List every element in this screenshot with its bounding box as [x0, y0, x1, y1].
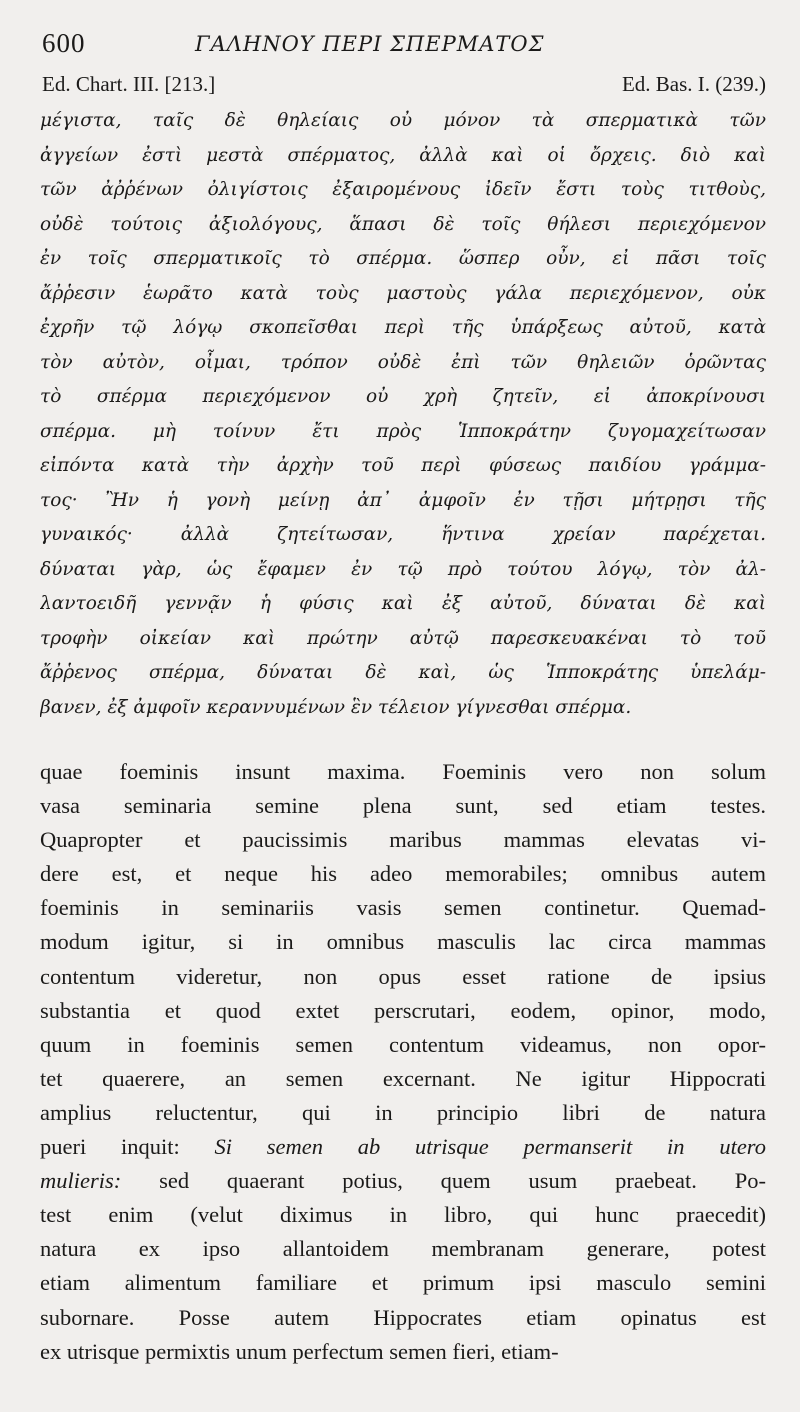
latin-line: tet quaerere, an semen excernant. Ne igitur Hippocrati — [40, 1065, 766, 1091]
edition-chartier-reference: Ed. Chart. III. [213.] — [42, 72, 216, 96]
hippocrates-quotation: mulieris: — [40, 1168, 122, 1194]
latin-line: dere est, et neque his adeo memorabiles; omnibus autem — [40, 861, 766, 887]
running-title: ΓΑΛΗΝΟΥ ΠΕΡΙ ΣΠΕΡΜΑΤΟΣ — [195, 32, 545, 56]
latin-line: modum igitur, si in omnibus masculis lac circa mammas — [40, 929, 766, 955]
greek-line: ἐν τοῖς σπερματικοῖς τὸ σπέρμα. ὥσπερ οὖν, εἰ πᾶσι τοῖς — [40, 248, 766, 269]
greek-line: τὸν αὐτὸν, οἶμαι, τρόπον οὐδὲ ἐπὶ τῶν θηλειῶν ὁρῶντας — [40, 351, 766, 373]
greek-line: λαντοειδῆ γεννᾷν ἡ φύσις καὶ ἐξ αὐτοῦ, δύναται δὲ καὶ — [40, 593, 766, 614]
edition-basel-reference: Ed. Bas. I. (239.) — [621, 72, 766, 96]
latin-line: test enim (velut diximus in libro, qui hunc praecedit) — [40, 1202, 766, 1228]
greek-line: τὸ σπέρμα περιεχόμενον οὐ χρὴ ζητεῖν, εἰ ἀποκρίνουσι — [40, 386, 766, 407]
greek-line: γυναικός· ἀλλὰ ζητείτωσαν, ἥντινα χρείαν παρέχεται. — [40, 524, 766, 545]
latin-line: etiam alimentum familiare et primum ipsi masculo semini — [40, 1270, 766, 1296]
latin-line-with-quotation — [40, 1164, 766, 1198]
greek-line: ἐχρῆν τῷ λόγῳ σκοπεῖσθαι περὶ τῆς ὑπάρξεως αὐτοῦ, κατὰ — [40, 317, 766, 338]
greek-line: μέγιστα, ταῖς δὲ θηλείαις οὐ μόνον τὰ σπερματικὰ τῶν — [40, 110, 766, 131]
latin-translation-block — [40, 755, 766, 1369]
greek-line: βανεν, ἐξ ἀμφοῖν κεραννυμένων ἓν τέλειον γίγνεσθαι σπέρμα. — [40, 696, 632, 718]
latin-line: subornare. Posse autem Hippocrates etiam opinatus est — [40, 1304, 766, 1330]
greek-text-block — [40, 104, 766, 725]
latin-line-with-quotation — [40, 1130, 766, 1164]
latin-line: Quapropter et paucissimis maribus mammas elevatas vi- — [40, 827, 766, 853]
greek-line: ἄῤῥεσιν ἑωρᾶτο κατὰ τοὺς μαστοὺς γάλα περιεχόμενον, οὐκ — [40, 282, 766, 304]
greek-line: τῶν ἀῤῥένων ὀλιγίστοις ἐξαιρομένους ἰδεῖν ἔστι τοὺς τιτθοὺς, — [40, 179, 766, 200]
latin-line: natura ex ipso allantoidem membranam generare, potest — [40, 1236, 766, 1262]
greek-line: σπέρμα. μὴ τοίνυν ἔτι πρὸς Ἱπποκράτην ζυγομαχείτωσαν — [40, 420, 766, 442]
hippocrates-quotation: Si semen ab utrisque permanserit in utero — [214, 1134, 766, 1160]
greek-line: οὐδὲ τούτοις ἀξιολόγους, ἅπασι δὲ τοῖς θήλεσι περιεχόμενον — [40, 213, 766, 235]
latin-line: vasa seminaria semine plena sunt, sed etiam testes. — [40, 793, 766, 819]
greek-line: τροφὴν οἰκείαν καὶ πρώτην αὐτῷ παρεσκευακέναι τὸ τοῦ — [40, 627, 766, 649]
latin-line: contentum videretur, non opus esset ratione de ipsius — [40, 963, 766, 989]
latin-line: foeminis in seminariis vasis semen continetur. Quemad- — [40, 895, 766, 921]
latin-line: amplius reluctentur, qui in principio libri de natura — [40, 1099, 766, 1125]
latin-text: pueri inquit: — [40, 1134, 180, 1160]
latin-text: sed quaerant potius, quem usum praebeat. Po- — [159, 1168, 766, 1194]
latin-line: substantia et quod extet perscrutari, eodem, opinor, modo, — [40, 997, 766, 1023]
greek-line: δύναται γὰρ, ὡς ἔφαμεν ἐν τῷ πρὸ τούτου λόγῳ, τὸν ἀλ- — [40, 558, 766, 580]
greek-line: εἰπόντα κατὰ τὴν ἀρχὴν τοῦ περὶ φύσεως παιδίου γράμμα- — [40, 455, 766, 476]
latin-line: quae foeminis insunt maxima. Foeminis vero non solum — [40, 759, 766, 784]
edition-references — [42, 72, 766, 102]
latin-line: quum in foeminis semen contentum videamus, non opor- — [40, 1031, 766, 1057]
page-number: 600 — [42, 28, 86, 58]
latin-line: ex utrisque permixtis unum perfectum semen fieri, etiam- — [40, 1338, 559, 1364]
greek-line: ἀγγείων ἐστὶ μεστὰ σπέρματος, ἀλλὰ καὶ οἱ ὄρχεις. διὸ καὶ — [40, 144, 766, 166]
greek-line: ἄῤῥενος σπέρμα, δύναται δὲ καὶ, ὡς Ἱπποκράτης ὑπελάμ- — [40, 662, 766, 683]
greek-line: τος· Ἢν ἡ γονὴ μείνῃ ἀπ᾽ ἀμφοῖν ἐν τῇσι μήτρῃσι τῆς — [40, 489, 766, 511]
page-header — [0, 18, 800, 72]
